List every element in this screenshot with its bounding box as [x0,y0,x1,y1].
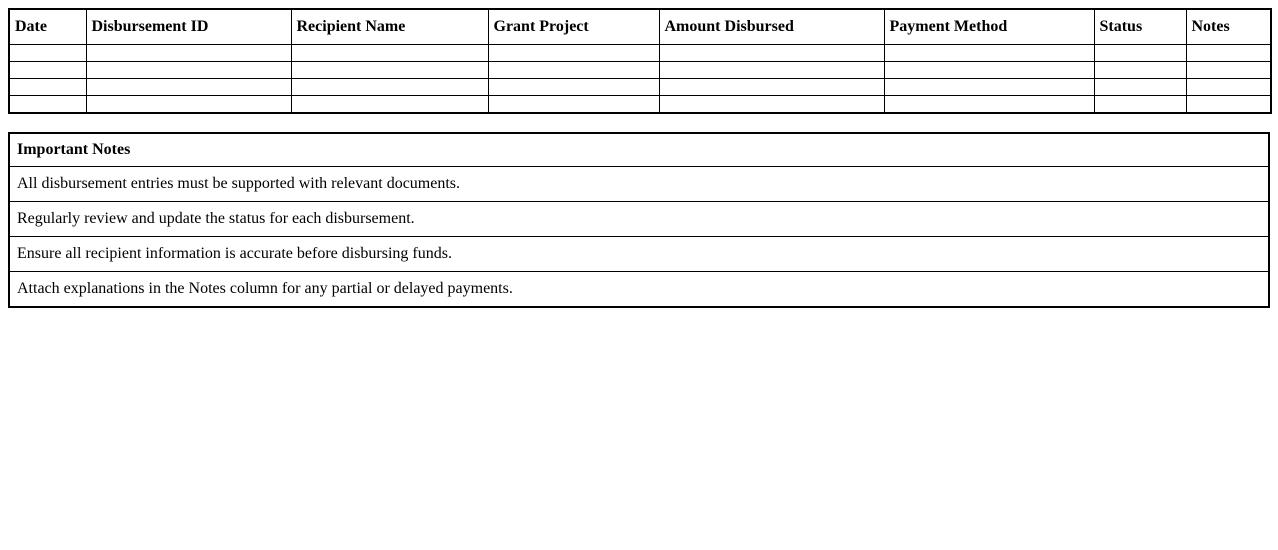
column-header-notes: Notes [1186,9,1271,45]
empty-cell [1094,96,1186,114]
empty-cell [291,45,488,62]
column-header-disbursement-id: Disbursement ID [86,9,291,45]
empty-cell [9,62,86,79]
note-item: Ensure all recipient information is accurate before disbursing funds. [9,237,1269,272]
table-row [9,96,1271,114]
empty-cell [659,96,884,114]
empty-cell [1186,96,1271,114]
empty-cell [659,62,884,79]
empty-cell [659,45,884,62]
empty-cell [86,96,291,114]
table-row [9,79,1271,96]
disbursement-table [8,8,1272,114]
empty-cell [1186,45,1271,62]
empty-cell [488,96,659,114]
empty-cell [291,62,488,79]
empty-cell [659,79,884,96]
empty-cell [9,96,86,114]
empty-cell [884,79,1094,96]
column-header-status: Status [1094,9,1186,45]
column-header-recipient-name: Recipient Name [291,9,488,45]
notes-header: Important Notes [9,133,1269,167]
note-row [9,237,1269,272]
empty-cell [488,79,659,96]
table-row [9,45,1271,62]
empty-cell [291,96,488,114]
column-header-payment-method: Payment Method [884,9,1094,45]
note-item: Regularly review and update the status for each disbursement. [9,202,1269,237]
column-header-grant-project: Grant Project [488,9,659,45]
empty-cell [488,62,659,79]
empty-cell [86,45,291,62]
empty-cell [1094,45,1186,62]
empty-cell [9,79,86,96]
empty-cell [488,45,659,62]
empty-cell [291,79,488,96]
note-row [9,167,1269,202]
empty-cell [1094,79,1186,96]
note-row [9,272,1269,308]
disbursement-header-row [9,9,1271,45]
empty-cell [1186,62,1271,79]
table-row [9,62,1271,79]
note-row [9,202,1269,237]
empty-cell [1186,79,1271,96]
notes-header-row [9,133,1269,167]
note-item: All disbursement entries must be supported with relevant documents. [9,167,1269,202]
empty-cell [884,96,1094,114]
empty-cell [86,62,291,79]
empty-cell [1094,62,1186,79]
empty-cell [9,45,86,62]
important-notes-table [8,132,1270,308]
column-header-amount-disbursed: Amount Disbursed [659,9,884,45]
empty-cell [884,45,1094,62]
empty-cell [86,79,291,96]
note-item: Attach explanations in the Notes column for any partial or delayed payments. [9,272,1269,308]
column-header-date: Date [9,9,86,45]
empty-cell [884,62,1094,79]
